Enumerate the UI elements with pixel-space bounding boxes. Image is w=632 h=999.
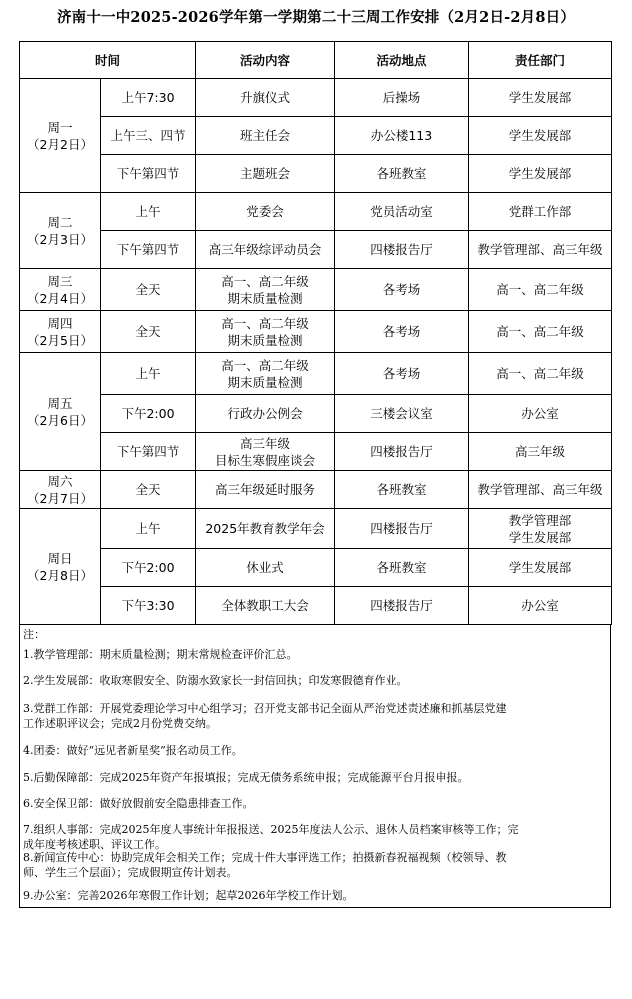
time-cell: 上午 [101, 193, 196, 231]
day-name: 周五 [47, 395, 73, 411]
content-cell [196, 395, 335, 433]
time-cell: 上午7:30 [101, 79, 196, 117]
content-line: 班主任会 [240, 128, 291, 143]
table-row [20, 79, 612, 117]
day-name: 周日 [47, 550, 73, 566]
place-cell: 各考场 [335, 311, 469, 353]
dept-line: 教学管理部 [508, 512, 572, 528]
note-item [23, 796, 605, 811]
day-date: （2月8日） [27, 567, 93, 583]
content-cell [196, 353, 335, 395]
time-cell: 下午第四节 [101, 231, 196, 269]
schedule-body [20, 79, 612, 625]
table-row [20, 353, 612, 395]
schedule-table [19, 41, 612, 625]
dept-cell [469, 155, 612, 193]
time-cell: 下午第四节 [101, 155, 196, 193]
dept-line: 办公室 [521, 406, 559, 421]
day-date: （2月4日） [27, 290, 93, 306]
content-line: 高三年级延时服务 [215, 482, 316, 497]
dept-line: 学生发展部 [508, 166, 572, 181]
table-row [20, 193, 612, 231]
note-line: 工作述职评议会；完成2月份党费交纳。 [23, 717, 217, 730]
day-name: 周二 [47, 214, 73, 230]
time-cell: 下午2:00 [101, 395, 196, 433]
content-line: 2025年教育教学年会 [205, 521, 325, 536]
table-row [20, 311, 612, 353]
day-name: 周六 [47, 473, 73, 489]
day-name: 周三 [47, 273, 73, 289]
day-cell [20, 311, 101, 353]
content-line: 期末质量检测 [227, 374, 303, 390]
dept-line: 办公室 [521, 598, 559, 613]
day-date: （2月3日） [27, 231, 93, 247]
content-cell [196, 155, 335, 193]
place-cell: 后操场 [335, 79, 469, 117]
notes-section [19, 625, 611, 908]
note-item [23, 673, 605, 688]
content-line: 行政办公例会 [227, 406, 303, 421]
dept-line: 高一、高二年级 [496, 324, 584, 339]
place-cell: 四楼报告厅 [335, 509, 469, 549]
table-row [20, 433, 612, 471]
day-name: 周四 [47, 315, 73, 331]
day-cell [20, 353, 101, 471]
table-row [20, 155, 612, 193]
dept-line: 高一、高二年级 [496, 366, 584, 381]
note-line: 9.办公室：完善2026年寒假工作计划；起草2026年学校工作计划。 [23, 889, 354, 902]
table-row [20, 269, 612, 311]
note-item [23, 850, 605, 880]
note-line: 3.党群工作部：开展党委理论学习中心组学习；召开党支部书记全面从严治党述责述廉和抓基层党建 [23, 702, 507, 715]
header-place: 活动地点 [335, 42, 469, 79]
dept-cell [469, 117, 612, 155]
note-line: 5.后勤保障部：完成2025年资产年报填报；完成无债务系统申报；完成能源平台月报申报。 [23, 771, 469, 784]
header-content: 活动内容 [196, 42, 335, 79]
content-cell [196, 79, 335, 117]
note-line: 8.新闻宣传中心：协助完成年会相关工作；完成十件大事评选工作；拍摄新春祝福视频（校领导、教 [23, 851, 507, 864]
table-row [20, 231, 612, 269]
dept-cell [469, 471, 612, 509]
header-time: 时间 [20, 42, 196, 79]
table-row [20, 117, 612, 155]
note-line: 7.组织人事部：完成2025年度人事统计年报报送、2025年度法人公示、退休人员档案审核等工作；完 [23, 823, 519, 836]
content-line: 高一、高二年级 [221, 273, 309, 289]
table-row [20, 509, 612, 549]
dept-line: 教学管理部、高三年级 [477, 482, 603, 497]
content-line: 全体教职工大会 [221, 598, 309, 613]
content-cell [196, 471, 335, 509]
content-cell [196, 549, 335, 587]
time-cell: 全天 [101, 311, 196, 353]
dept-line: 高一、高二年级 [496, 282, 584, 297]
content-line: 主题班会 [240, 166, 291, 181]
note-item [23, 822, 605, 852]
dept-cell [469, 231, 612, 269]
content-line: 升旗仪式 [240, 90, 291, 105]
content-line: 党委会 [246, 204, 284, 219]
dept-cell [469, 311, 612, 353]
dept-line: 高三年级 [515, 444, 566, 459]
content-line: 高一、高二年级 [221, 357, 309, 373]
place-cell: 四楼报告厅 [335, 231, 469, 269]
place-cell: 四楼报告厅 [335, 433, 469, 471]
content-line: 高三年级 [240, 435, 291, 451]
table-row [20, 587, 612, 625]
time-cell: 上午 [101, 509, 196, 549]
place-cell: 各班教室 [335, 471, 469, 509]
content-line: 高三年级综评动员会 [208, 242, 322, 257]
day-cell [20, 471, 101, 509]
dept-cell [469, 79, 612, 117]
page-title: 济南十一中2025-2026学年第一学期第二十三周工作安排（2月2日-2月8日） [56, 9, 576, 26]
header-dept: 责任部门 [469, 42, 612, 79]
dept-cell [469, 193, 612, 231]
place-cell: 各班教室 [335, 155, 469, 193]
dept-cell [469, 395, 612, 433]
dept-line: 学生发展部 [508, 529, 572, 545]
dept-line: 教学管理部、高三年级 [477, 242, 603, 257]
day-date: （2月5日） [27, 332, 93, 348]
time-cell: 全天 [101, 269, 196, 311]
time-cell: 下午第四节 [101, 433, 196, 471]
dept-cell [469, 269, 612, 311]
note-line: 4.团委：做好“远见者新星奖”报名动员工作。 [23, 744, 243, 757]
header-row [20, 42, 612, 79]
content-cell [196, 193, 335, 231]
note-line: 6.安全保卫部：做好放假前安全隐患排查工作。 [23, 797, 254, 810]
content-line: 高一、高二年级 [221, 315, 309, 331]
notes-label: 注： [23, 628, 45, 641]
dept-cell [469, 549, 612, 587]
place-cell: 党员活动室 [335, 193, 469, 231]
day-cell [20, 79, 101, 193]
dept-line: 学生发展部 [508, 128, 572, 143]
note-item [23, 770, 605, 785]
content-cell [196, 509, 335, 549]
time-cell: 下午2:00 [101, 549, 196, 587]
content-cell [196, 311, 335, 353]
dept-line: 学生发展部 [508, 90, 572, 105]
dept-line: 学生发展部 [508, 560, 572, 575]
note-item [23, 743, 605, 758]
note-line: 师、学生三个层面）；完成假期宣传计划表。 [23, 866, 238, 879]
day-date: （2月7日） [27, 490, 93, 506]
dept-cell [469, 353, 612, 395]
content-cell [196, 117, 335, 155]
place-cell: 四楼报告厅 [335, 587, 469, 625]
day-cell [20, 269, 101, 311]
time-cell: 全天 [101, 471, 196, 509]
note-line: 成年度考核述职、评议工作。 [23, 838, 166, 851]
content-cell [196, 269, 335, 311]
dept-line: 党群工作部 [508, 204, 572, 219]
note-line: 1.教学管理部：期末质量检测；期末常规检查评价汇总。 [23, 648, 298, 661]
content-line: 目标生寒假座谈会 [215, 452, 316, 468]
note-line: 2.学生发展部：收取寒假安全、防溺水致家长一封信回执；印发寒假德育作业。 [23, 674, 408, 687]
time-cell: 上午 [101, 353, 196, 395]
time-cell: 上午三、四节 [101, 117, 196, 155]
day-cell [20, 509, 101, 625]
place-cell: 办公楼113 [335, 117, 469, 155]
note-item [23, 701, 605, 731]
dept-cell [469, 433, 612, 471]
place-cell: 各班教室 [335, 549, 469, 587]
day-name: 周一 [47, 119, 73, 135]
content-line: 期末质量检测 [227, 290, 303, 306]
content-cell [196, 433, 335, 471]
content-line: 休业式 [246, 560, 284, 575]
table-row [20, 395, 612, 433]
content-cell [196, 587, 335, 625]
place-cell: 三楼会议室 [335, 395, 469, 433]
day-date: （2月2日） [27, 136, 93, 152]
content-cell [196, 231, 335, 269]
dept-cell [469, 509, 612, 549]
note-item [23, 647, 605, 662]
day-date: （2月6日） [27, 412, 93, 428]
place-cell: 各考场 [335, 269, 469, 311]
dept-cell [469, 587, 612, 625]
table-row [20, 549, 612, 587]
table-row [20, 471, 612, 509]
place-cell: 各考场 [335, 353, 469, 395]
note-item [23, 888, 605, 903]
content-line: 期末质量检测 [227, 332, 303, 348]
day-cell [20, 193, 101, 269]
time-cell: 下午3:30 [101, 587, 196, 625]
